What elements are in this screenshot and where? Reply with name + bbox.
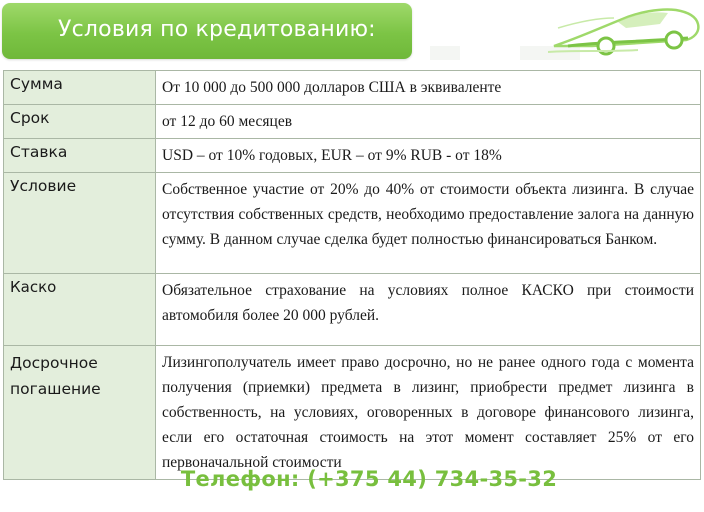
table-row <box>4 346 701 480</box>
table-row <box>4 139 701 173</box>
table-row <box>4 173 701 274</box>
row-label: Ставка <box>4 139 156 173</box>
row-value: Собственное участие от 20% до 40% от стоимости объекта лизинга. В случае отсутствия собственных средств, необходимо предоставление залога на данную сумму. В данном случае сделка будет полностью финансироваться Банком. <box>156 173 701 274</box>
row-label: Условие <box>4 173 156 274</box>
table-row <box>4 105 701 139</box>
title-banner <box>2 3 412 59</box>
row-value: От 10 000 до 500 000 долларов США в эквиваленте <box>156 71 701 105</box>
row-label: Сумма <box>4 71 156 105</box>
table-row <box>4 71 701 105</box>
car-logo-icon <box>548 2 702 62</box>
phone-number: Телефон: (+375 44) 734-35-32 <box>180 467 558 491</box>
row-label: Досрочное погашение <box>4 346 156 480</box>
row-value: Лизингополучатель имеет право досрочно, но не ранее одного года с момента получения (приемки) предмета в лизинг, приобрести предмет лизинга в собственность, на условиях, оговоренных в договоре финансового лизинга, если его остаточная стоимость на этот момент составляет 25% от его первоначальной стоимости <box>156 346 701 480</box>
table-row <box>4 274 701 346</box>
row-label: Срок <box>4 105 156 139</box>
row-label: Каско <box>4 274 156 346</box>
row-value: от 12 до 60 месяцев <box>156 105 701 139</box>
background-shape <box>430 46 460 60</box>
page-title: Условия по кредитованию: <box>58 17 376 42</box>
credit-terms-table <box>3 70 701 480</box>
row-value: Обязательное страхование на условиях полное КАСКО при стоимости автомобиля более 20 000 рублей. <box>156 274 701 346</box>
row-value: USD – от 10% годовых, EUR – от 9% RUB - от 18% <box>156 139 701 173</box>
